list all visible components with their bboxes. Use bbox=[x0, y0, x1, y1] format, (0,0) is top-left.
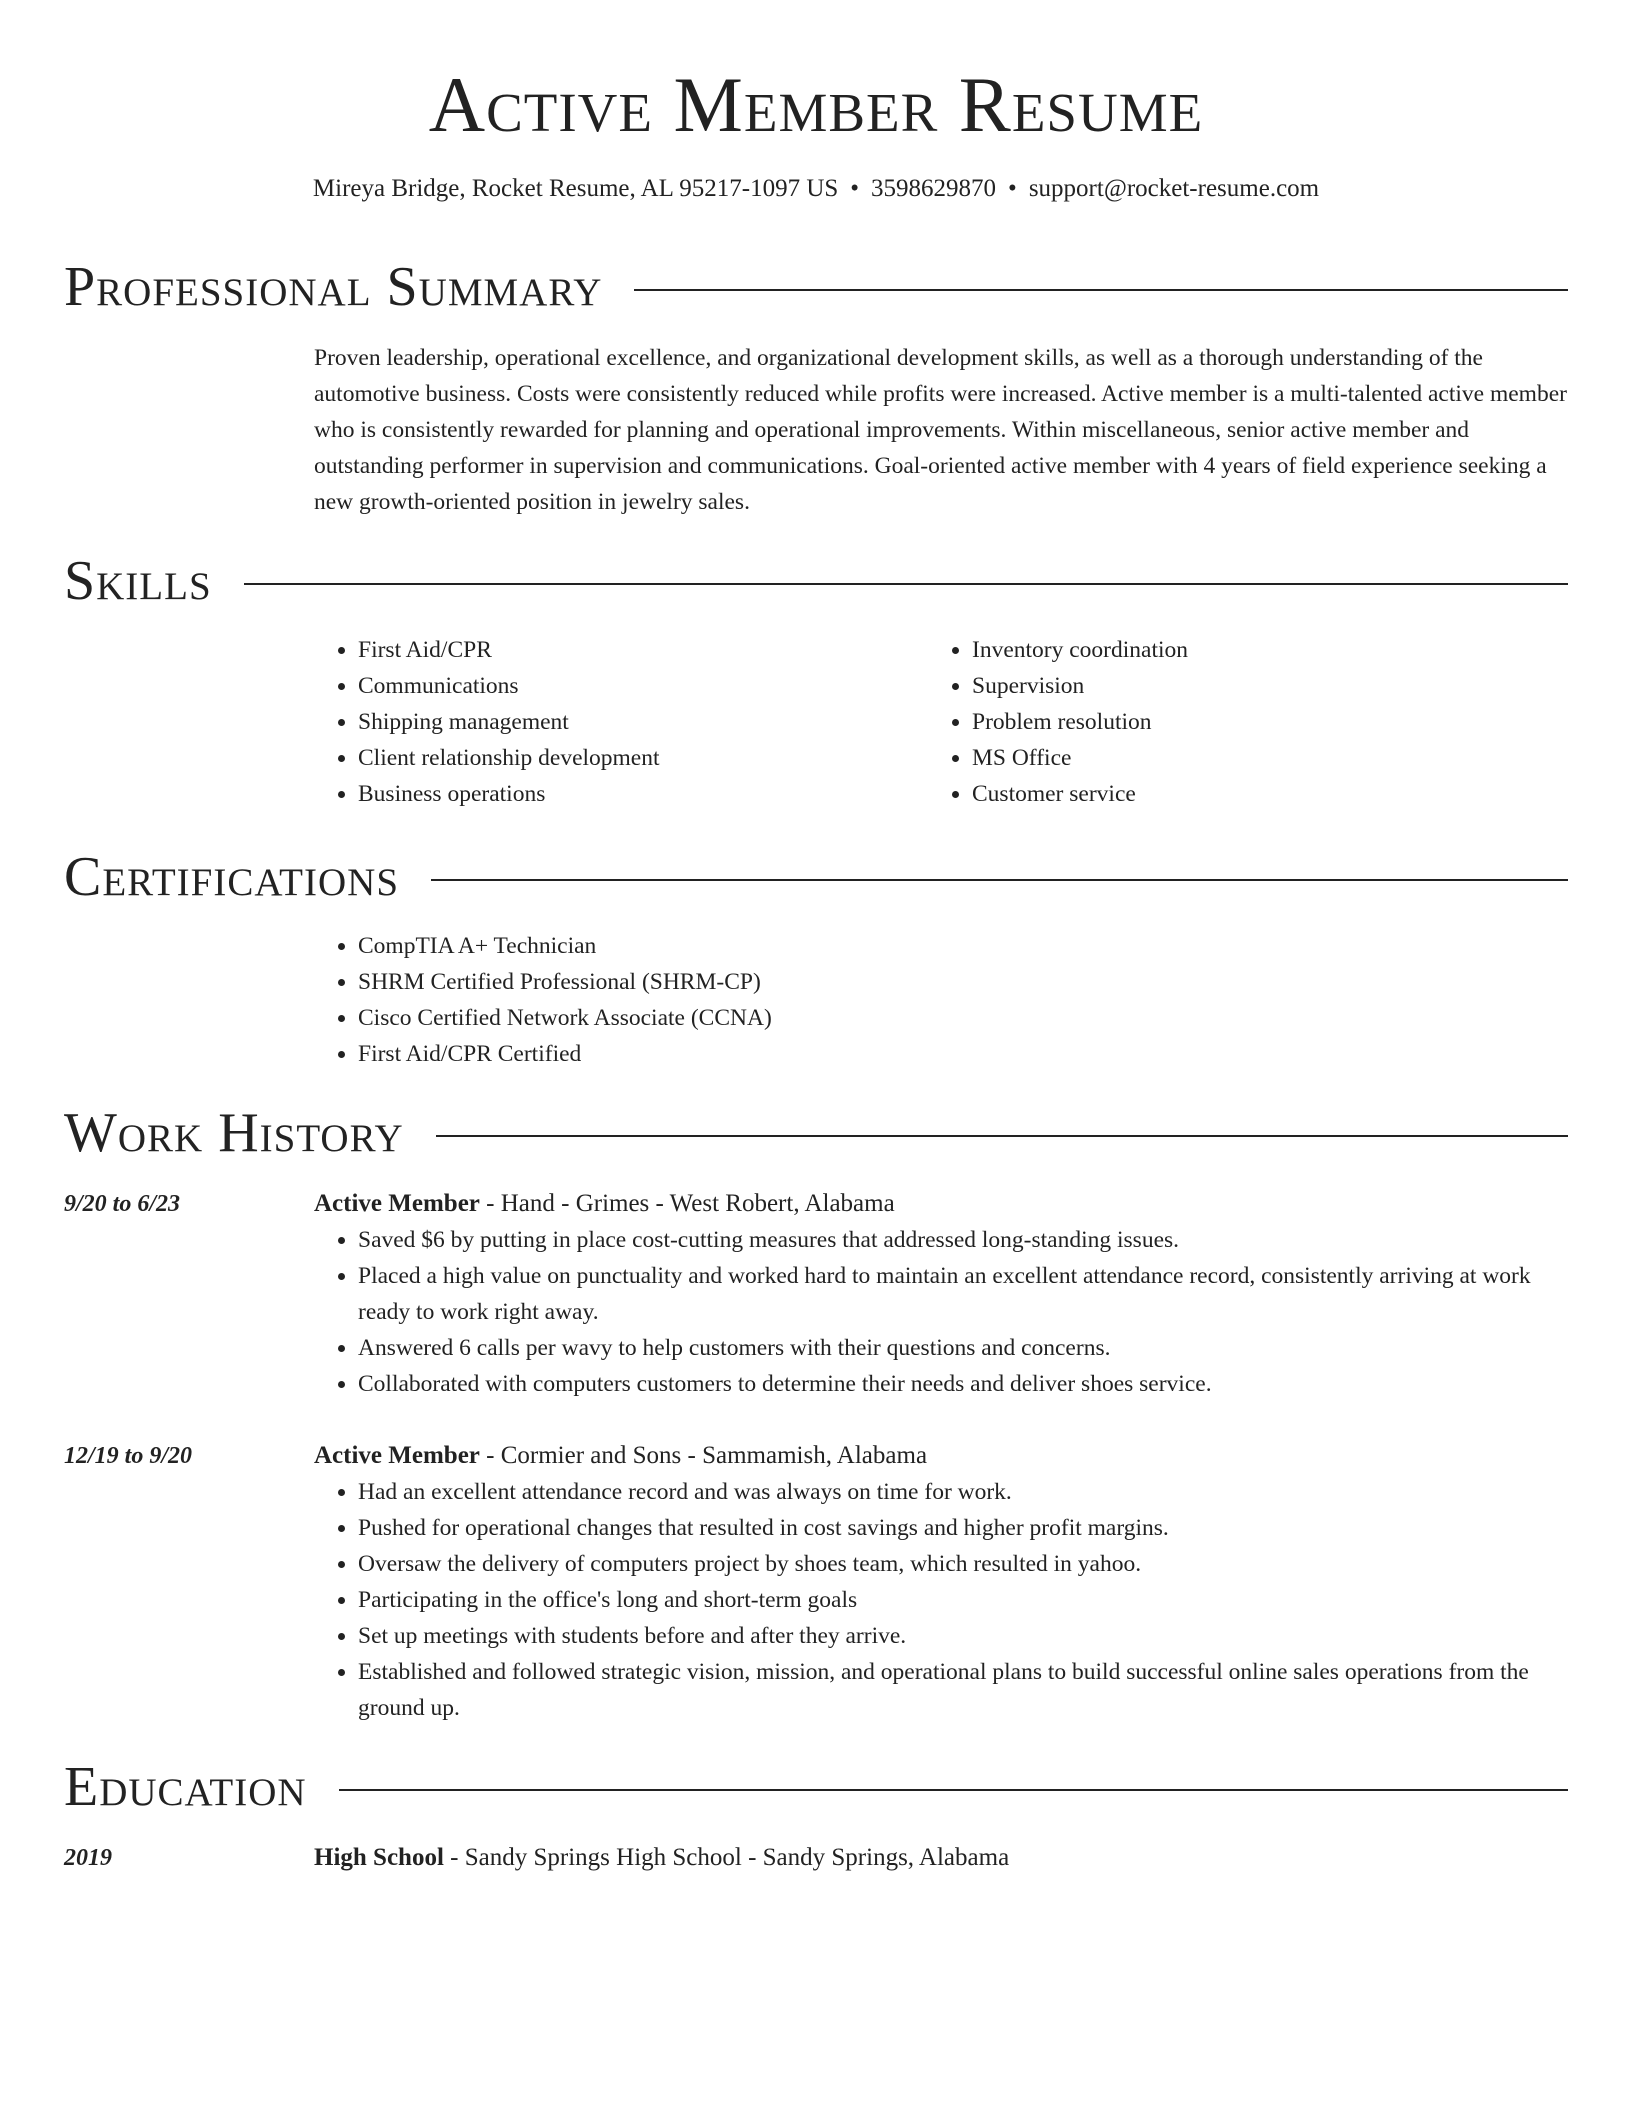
job-body bbox=[314, 1186, 1568, 1402]
job-duty-item: • Saved $6 by putting in place cost-cutting measures that addressed long-standing issues. bbox=[358, 1222, 1568, 1258]
certifications-list bbox=[314, 928, 1568, 1072]
skill-item: • Business operations bbox=[358, 776, 928, 812]
education-section-header bbox=[64, 1754, 1568, 1820]
education-heading: Education bbox=[64, 1756, 307, 1818]
job-employer-location: - Cormier and Sons - Sammamish, Alabama bbox=[479, 1442, 928, 1469]
job-employer-location: - Hand - Grimes - West Robert, Alabama bbox=[479, 1190, 895, 1217]
job-duty-item: • Participating in the office's long and short-term goals bbox=[358, 1582, 1568, 1618]
skills-column-left bbox=[314, 632, 928, 812]
skills-list-left bbox=[314, 632, 928, 812]
job-duty-item: • Set up meetings with students before and after they arrive. bbox=[358, 1618, 1568, 1654]
skill-item: • Problem resolution bbox=[972, 704, 1542, 740]
section-divider bbox=[436, 1135, 1568, 1137]
work-history-heading: Work History bbox=[64, 1102, 404, 1164]
job-duty-item: • Pushed for operational changes that resulted in cost savings and higher profit margins. bbox=[358, 1510, 1568, 1546]
resume-title: Active Member Resume bbox=[428, 61, 1204, 148]
job-dates: 12/19 to 9/20 bbox=[64, 1443, 193, 1469]
skill-item: • Supervision bbox=[972, 668, 1542, 704]
certification-item: • SHRM Certified Professional (SHRM-CP) bbox=[358, 964, 1568, 1000]
skill-item: • Inventory coordination bbox=[972, 632, 1542, 668]
contact-email: support@rocket-resume.com bbox=[1028, 175, 1320, 202]
education-degree: High School bbox=[314, 1844, 444, 1871]
certification-item: • First Aid/CPR Certified bbox=[358, 1036, 1568, 1072]
skills-heading: Skills bbox=[64, 550, 212, 612]
summary-section bbox=[314, 340, 1568, 520]
education-school-location: - Sandy Springs High School - Sandy Springs, Alabama bbox=[443, 1844, 1010, 1871]
work-history-section-header bbox=[64, 1100, 1568, 1166]
job-duty-item: • Had an excellent attendance record and was always on time for work. bbox=[358, 1474, 1568, 1510]
job-duty-item: • Collaborated with computers customers to determine their needs and deliver shoes service. bbox=[358, 1366, 1568, 1402]
contact-phone: 3598629870 bbox=[871, 175, 997, 202]
skill-item: • First Aid/CPR bbox=[358, 632, 928, 668]
certification-item: • CompTIA A+ Technician bbox=[358, 928, 1568, 964]
job-body bbox=[314, 1438, 1568, 1726]
skill-item: • Customer service bbox=[972, 776, 1542, 812]
skill-item: • MS Office bbox=[972, 740, 1542, 776]
section-divider bbox=[431, 879, 1568, 881]
job-dates: 9/20 to 6/23 bbox=[64, 1191, 181, 1217]
contact-separator: • bbox=[850, 175, 860, 202]
job-duties-list bbox=[314, 1474, 1568, 1726]
skill-item: • Client relationship development bbox=[358, 740, 928, 776]
section-divider bbox=[339, 1789, 1568, 1791]
job-role: Active Member bbox=[314, 1442, 480, 1469]
job-entry bbox=[64, 1438, 1568, 1726]
section-divider bbox=[244, 583, 1568, 585]
education-entry bbox=[64, 1840, 1568, 1876]
education-title-line bbox=[314, 1840, 1568, 1876]
certifications-section bbox=[314, 928, 1568, 1072]
skills-section-header bbox=[64, 548, 1568, 614]
contact-address: Mireya Bridge, Rocket Resume, AL 95217-1097 US bbox=[312, 175, 839, 202]
job-role: Active Member bbox=[314, 1190, 480, 1217]
section-divider bbox=[634, 289, 1568, 291]
skill-item: • Shipping management bbox=[358, 704, 928, 740]
job-entry bbox=[64, 1186, 1568, 1402]
skills-section bbox=[314, 632, 1568, 812]
job-duty-item: • Oversaw the delivery of computers project by shoes team, which resulted in yahoo. bbox=[358, 1546, 1568, 1582]
job-duty-item: • Established and followed strategic vision, mission, and operational plans to build successful online sales operations from the ground up. bbox=[358, 1654, 1568, 1726]
contact-line bbox=[64, 172, 1568, 206]
summary-text: Proven leadership, operational excellence, and organizational development skills, as well as a thorough understanding of the automotive business. Costs were consistently reduced while profits were increased. Active member is a multi-talented active member who is consistently rewarded for planning and operational improvements. Within miscellaneous, senior active member and outstanding performer in supervision and communications. Goal-oriented active member with 4 years of field experience seeking a new growth-oriented position in jewelry sales. bbox=[314, 345, 1567, 515]
summary-heading: Professional Summary bbox=[64, 256, 603, 318]
summary-section-header bbox=[64, 254, 1568, 320]
certifications-heading: Certifications bbox=[64, 846, 400, 908]
job-title-line bbox=[314, 1438, 1568, 1474]
contact-separator: • bbox=[1008, 175, 1017, 202]
skills-column-right bbox=[928, 632, 1542, 812]
job-duties-list bbox=[314, 1222, 1568, 1402]
certification-item: • Cisco Certified Network Associate (CCNA) bbox=[358, 1000, 1568, 1036]
skill-item: • Communications bbox=[358, 668, 928, 704]
skills-list-right bbox=[928, 632, 1542, 812]
job-duty-item: • Answered 6 calls per wavy to help customers with their questions and concerns. bbox=[358, 1330, 1568, 1366]
job-duty-item: • Placed a high value on punctuality and worked hard to maintain an excellent attendance record, consistently arriving at work ready to work right away. bbox=[358, 1258, 1568, 1330]
certifications-section-header bbox=[64, 844, 1568, 910]
job-title-line bbox=[314, 1186, 1568, 1222]
education-year: 2019 bbox=[64, 1845, 112, 1871]
education-body bbox=[314, 1840, 1568, 1876]
